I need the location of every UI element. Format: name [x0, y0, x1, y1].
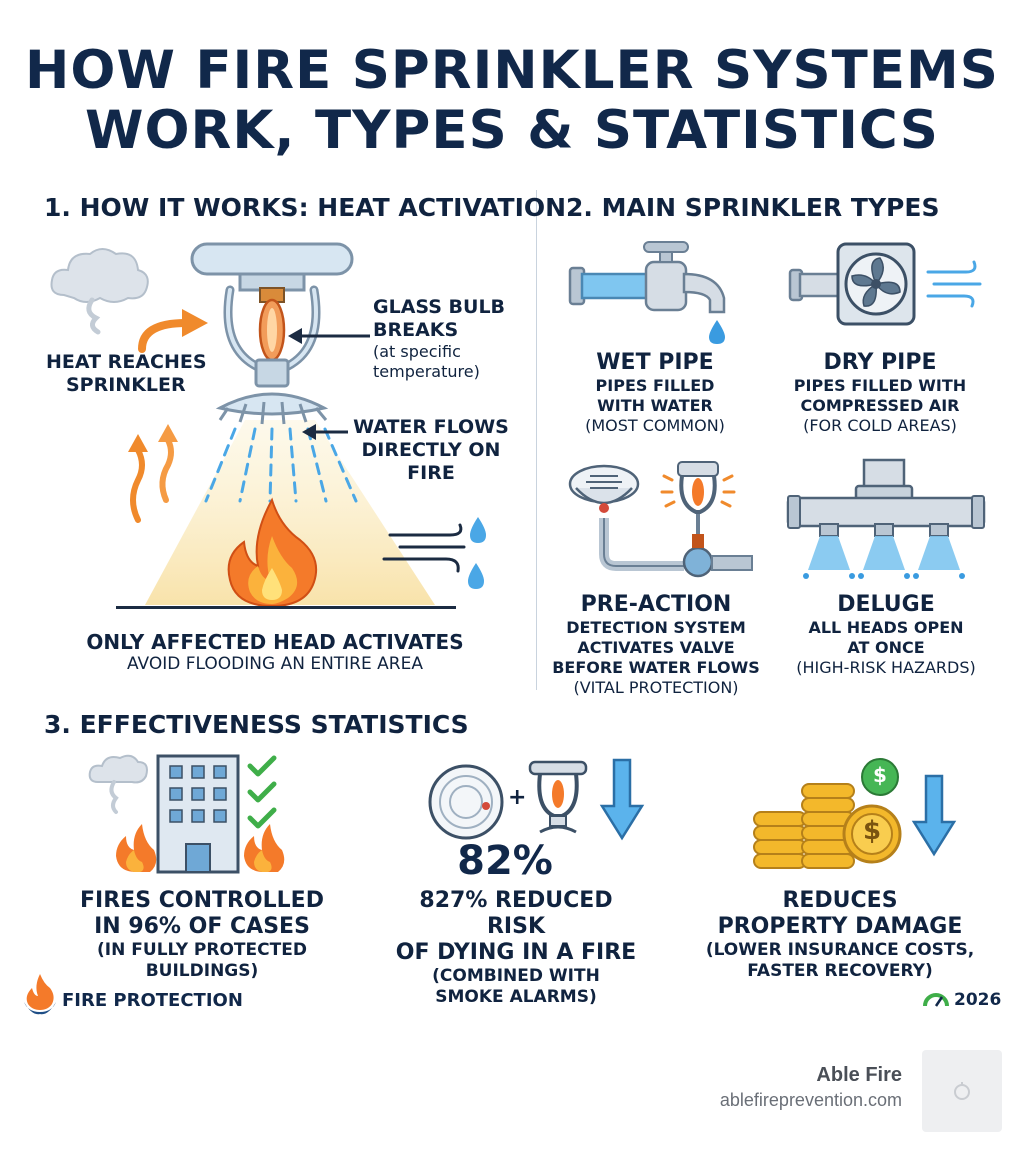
dry-note: (FOR COLD AREAS) [803, 416, 957, 435]
deluge-title: DELUGE [837, 592, 935, 617]
bulb-note-line1: (at specific [373, 342, 461, 361]
section-divider [536, 190, 537, 690]
heat-label-line2: SPRINKLER [66, 374, 186, 396]
deluge-desc1: ALL HEADS OPEN [808, 618, 964, 637]
stat3-title2: PROPERTY DAMAGE [717, 914, 963, 939]
section1-caption: ONLY AFFECTED HEAD ACTIVATES [86, 630, 464, 654]
heat-label-line1: HEAT REACHES [46, 351, 207, 373]
water-pointer-arrow [300, 422, 350, 442]
stat1-title1: FIRES CONTROLLED [80, 888, 324, 913]
stat2-title1: 827% REDUCED RISK [419, 888, 613, 939]
stat1-note1: (IN FULLY PROTECTED [97, 940, 307, 960]
stat-reduced-risk [388, 888, 644, 1008]
wet-desc1: PIPES FILLED [595, 376, 715, 395]
wet-title: WET PIPE [596, 350, 714, 375]
fire-protection-logo-icon [22, 972, 58, 1016]
bulb-label [373, 296, 505, 382]
preaction-title: PRE-ACTION [580, 592, 732, 617]
stat2-big-number: 82% [457, 838, 553, 884]
stat3-note2: FASTER RECOVERY) [747, 961, 933, 981]
watermark-url[interactable]: ablefireprevention.com [719, 1090, 902, 1110]
section1-heading: 1. HOW IT WORKS: HEAT ACTIVATION [44, 193, 567, 222]
bulb-label-line2: BREAKS [373, 319, 459, 341]
faucet-icon [568, 238, 748, 348]
type-preaction [546, 592, 766, 698]
stat1-note2: BUILDINGS) [145, 961, 259, 981]
water-label-line1: WATER FLOWS [353, 416, 509, 438]
wet-desc2: WITH WATER [597, 396, 713, 415]
stat2-note1: (COMBINED WITH [432, 966, 600, 986]
down-arrow-icon [600, 758, 644, 842]
section1-caption-sub: AVOID FLOODING AN ENTIRE AREA [127, 654, 423, 674]
plus-sign: + [508, 785, 527, 810]
watermark-logo-icon [952, 1080, 972, 1102]
smoke-detector-icon [566, 462, 756, 582]
sprinkler-icon [528, 760, 588, 834]
footer-year: 2026 [954, 990, 1002, 1010]
dry-desc2: COMPRESSED AIR [800, 396, 960, 415]
type-wet [560, 350, 750, 436]
watermark-name: Able Fire [816, 1064, 902, 1086]
deluge-note: (HIGH-RISK HAZARDS) [796, 658, 976, 677]
preaction-desc3: BEFORE WATER FLOWS [552, 658, 760, 677]
stat3-note1: (LOWER INSURANCE COSTS, [705, 940, 975, 960]
green-dollar-sign: $ [873, 763, 887, 787]
wet-note: (MOST COMMON) [585, 416, 725, 435]
water-label-line3: FIRE [407, 462, 455, 484]
water-label [346, 416, 516, 485]
water-label-line2: DIRECTLY ON [361, 439, 501, 461]
fan-icon [788, 240, 988, 330]
bulb-pointer-arrow [286, 326, 372, 346]
gauge-icon [922, 990, 950, 1010]
section3-heading: 3. EFFECTIVENESS STATISTICS [44, 710, 469, 739]
smoke-alarm-icon [426, 762, 510, 846]
stat-property-damage [700, 888, 980, 982]
footer-brand: FIRE PROTECTION [62, 990, 243, 1011]
preaction-note: (VITAL PROTECTION) [573, 678, 739, 697]
stat2-title2: OF DYING IN A FIRE [395, 940, 637, 965]
section2-heading: 2. MAIN SPRINKLER TYPES [566, 193, 940, 222]
type-deluge [776, 592, 996, 678]
ground-line [116, 606, 456, 609]
stat2-note2: SMOKE ALARMS) [435, 987, 597, 1007]
dry-desc1: PIPES FILLED WITH [793, 376, 967, 395]
page-title-line1: HOW FIRE SPRINKLER SYSTEMS [25, 40, 999, 101]
preaction-desc1: DETECTION SYSTEM [566, 618, 746, 637]
coin-dollar-sign: $ [862, 816, 882, 846]
flame-icon [222, 496, 322, 608]
bulb-note-line2: temperature) [373, 362, 480, 381]
building-icon [84, 752, 294, 877]
page-title-line2: WORK, TYPES & STATISTICS [85, 100, 939, 161]
deluge-desc2: AT ONCE [847, 638, 925, 657]
watermark-logo [922, 1050, 1002, 1132]
preaction-desc2: ACTIVATES VALVE [577, 638, 735, 657]
stat1-title2: IN 96% OF CASES [94, 914, 310, 939]
deluge-icon [786, 458, 986, 583]
water-drop-icon [464, 515, 494, 595]
down-arrow-icon-2 [912, 774, 956, 858]
dry-title: DRY PIPE [823, 350, 937, 375]
type-dry [780, 350, 980, 436]
stat-fires-controlled [64, 888, 340, 982]
bulb-label-line1: GLASS BULB [373, 296, 506, 318]
stat3-title1: REDUCES [782, 888, 898, 913]
heat-label [46, 351, 207, 397]
